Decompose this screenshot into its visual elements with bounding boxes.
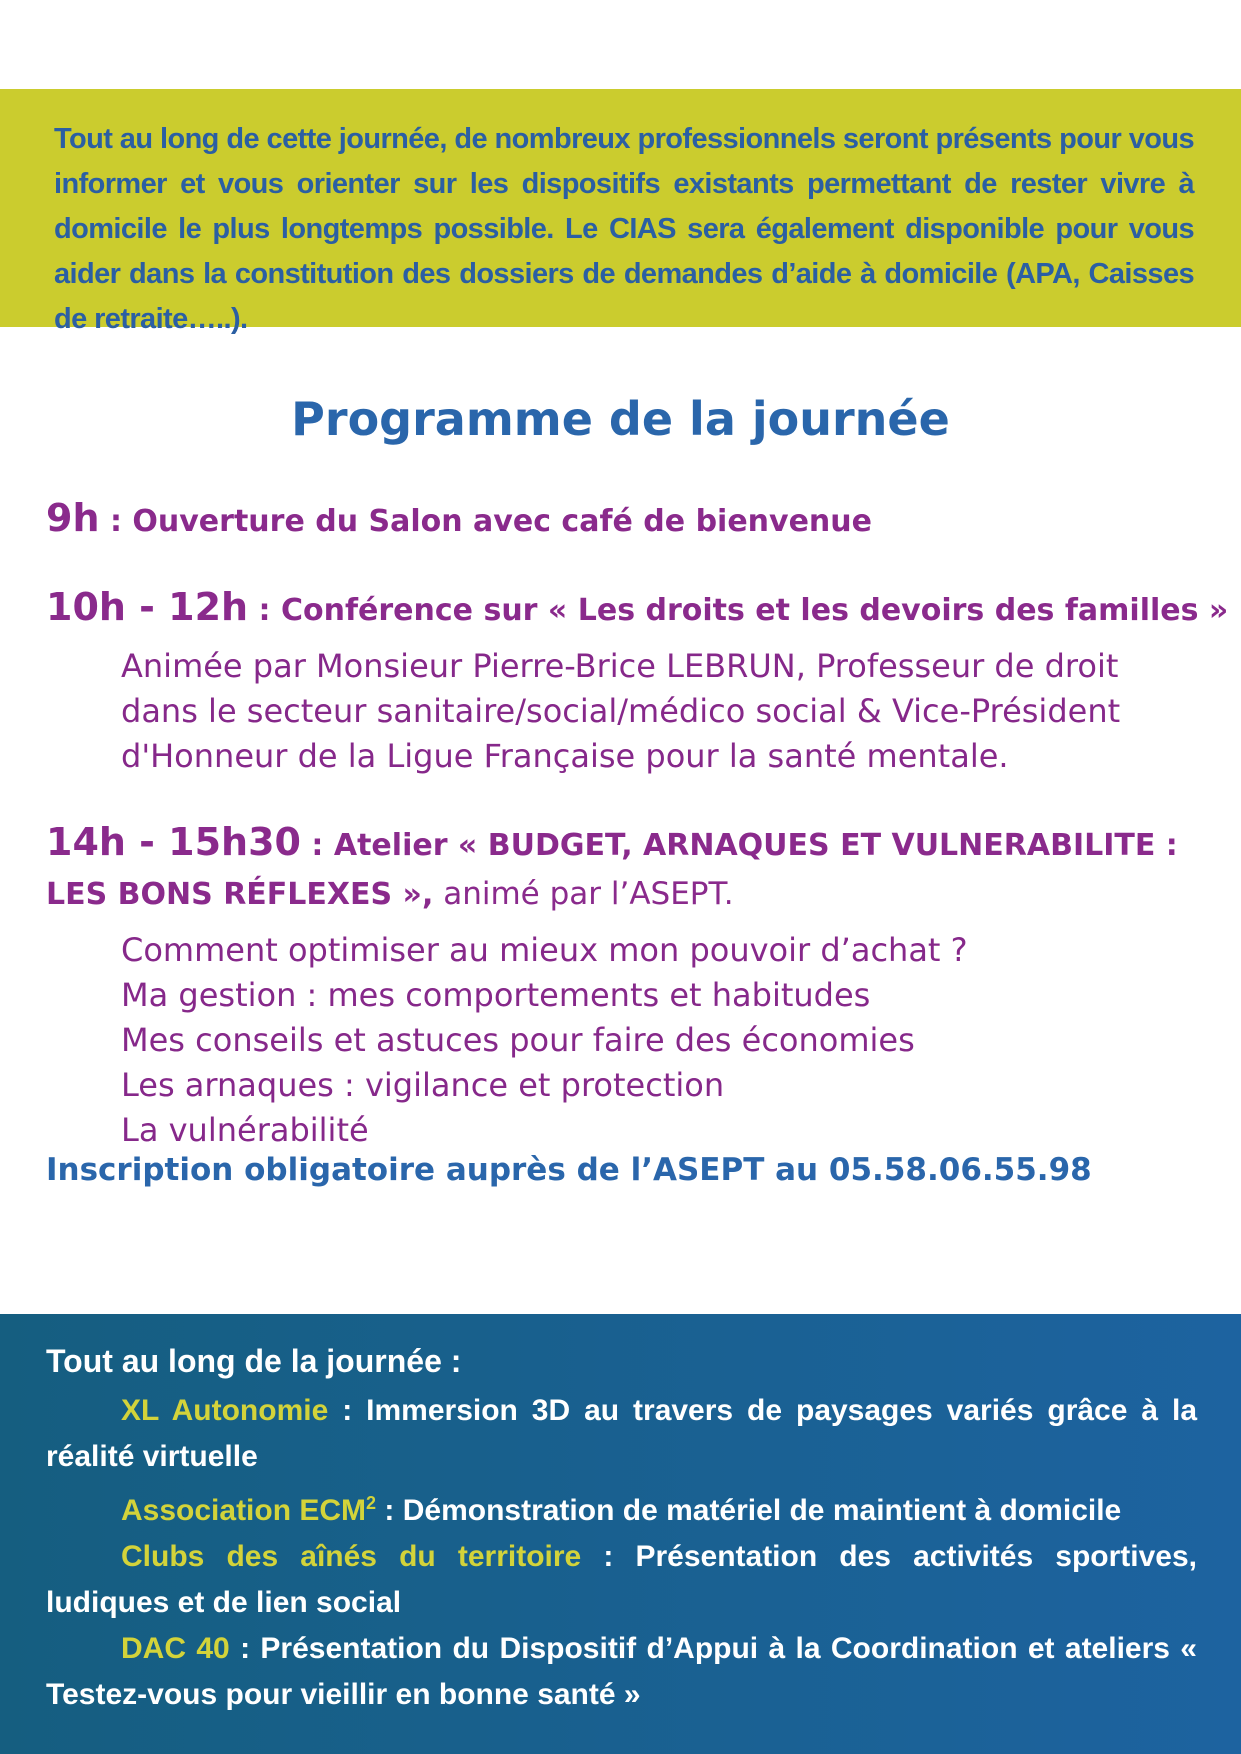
activity-name: Association ECM [121,1494,367,1527]
topic-item: Ma gestion : mes comportements et habitudes [121,976,871,1014]
intro-text: Tout au long de cette journée, de nombreux professionnels seront présents pour vous informer et vous orienter sur les dispositifs existants permettant de rester vivre à domicile le plus longtemps possible. Le CIAS sera également disponible pour vous aider dans la constitution des dossiers de demandes d’aide à domicile (APA, Caisses de retraite…..). [54,123,1194,335]
activity-item [46,1534,1197,1626]
activity-item [46,1480,1197,1534]
program-text: Atelier « BUDGET, ARNAQUES ET VULNERABILITE : [333,828,1178,863]
program-item-9h [46,496,872,540]
program-text: Ouverture du Salon avec café de bienvenue [132,504,872,539]
activity-item [46,1388,1197,1480]
program-separator: : [99,504,133,539]
activity-item [46,1626,1197,1718]
program-item-10h [46,585,1228,629]
topic-item: Les arnaques : vigilance et protection [121,1066,725,1104]
topic-item: La vulnérabilité [121,1111,369,1149]
program-animator: animé par l’ASEPT. [433,876,734,912]
activity-desc: : Démonstration de matériel de maintient à domicile [376,1494,1122,1527]
activity-superscript: 2 [366,1493,377,1513]
program-item-14h [46,820,1178,921]
topic-item: Mes conseils et astuces pour faire des économies [121,1021,915,1059]
activity-desc: : Présentation des activités sportives, ludiques et de lien social [46,1540,1198,1619]
program-separator: : [300,828,334,863]
description-line: dans le secteur sanitaire/social/médico social & Vice-Président [121,692,1121,730]
program-text: LES BONS RÉFLEXES », [46,877,434,912]
program-title: Programme de la journée [291,392,950,446]
activity-desc: : Présentation du Dispositif d’Appui à la Coordination et ateliers « Testez-vous pour vieillir en bonne santé » [46,1632,1197,1711]
activity-name: XL Autonomie [121,1394,329,1427]
program-time: 10h - 12h [46,585,249,629]
description-line: d'Honneur de la Ligue Française pour la santé mentale. [121,737,1009,775]
conference-description [121,644,1120,779]
program-time: 9h [46,496,100,540]
activity-name: Clubs des aînés du territoire [121,1540,582,1573]
all-day-activities-banner [0,1314,1241,1754]
registration-notice: Inscription obligatoire auprès de l’ASEPT au 05.58.06.55.98 [46,1152,1092,1188]
intro-banner [0,89,1241,335]
workshop-topics [121,928,968,1153]
topic-item: Comment optimiser au mieux mon pouvoir d’achat ? [121,931,968,969]
program-text: Conférence sur « Les droits et les devoirs des familles » [281,593,1229,628]
description-line: Animée par Monsieur Pierre-Brice LEBRUN, Professeur de droit [121,647,1119,685]
program-time: 14h - 15h30 [46,820,301,864]
activity-name: DAC 40 [121,1632,230,1665]
activity-desc: : Immersion 3D au travers de paysages variés grâce à la réalité virtuelle [46,1394,1197,1473]
program-separator: : [248,593,281,628]
all-day-title: Tout au long de la journée : [46,1343,462,1379]
